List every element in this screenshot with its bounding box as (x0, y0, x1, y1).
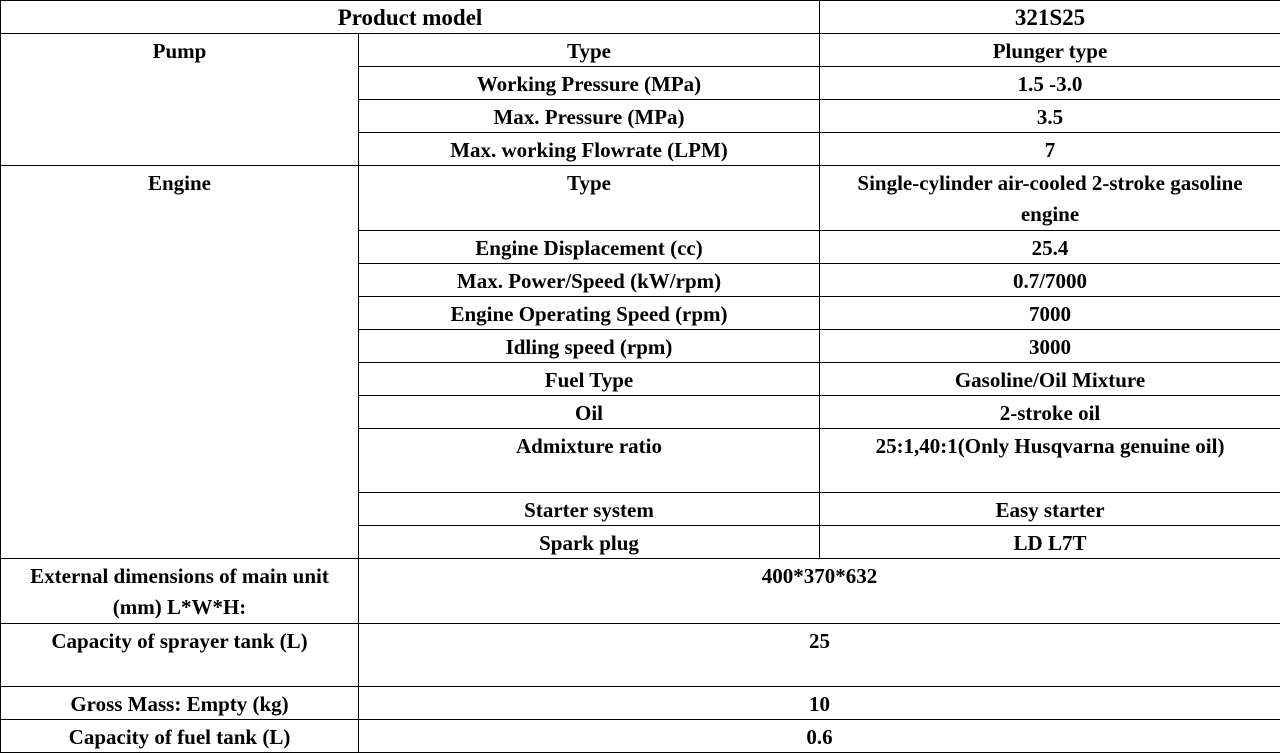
engine-group-label: Engine (1, 166, 359, 559)
spec-label: Engine Displacement (cc) (359, 231, 820, 264)
spec-value: LD L7T (820, 526, 1280, 559)
header-row (1, 1, 1280, 34)
spec-value: 7 (820, 133, 1280, 166)
spec-value: Easy starter (820, 493, 1280, 526)
spec-value: Plunger type (820, 34, 1280, 67)
spec-label: Type (359, 166, 820, 231)
spec-label: Idling speed (rpm) (359, 330, 820, 363)
spec-label: Spark plug (359, 526, 820, 559)
spec-label: Starter system (359, 493, 820, 526)
spec-label: Admixture ratio (359, 429, 820, 493)
spec-label: Engine Operating Speed (rpm) (359, 297, 820, 330)
table-row (1, 720, 1280, 753)
product-model-value: 321S25 (820, 1, 1280, 34)
table-row (1, 624, 1280, 687)
spec-value: Gasoline/Oil Mixture (820, 363, 1280, 396)
spec-label: Max. working Flowrate (LPM) (359, 133, 820, 166)
spec-value: 3000 (820, 330, 1280, 363)
spec-value: 400*370*632 (359, 559, 1280, 624)
spec-label: Max. Pressure (MPa) (359, 100, 820, 133)
spec-label: Fuel Type (359, 363, 820, 396)
spec-value: 1.5 -3.0 (820, 67, 1280, 100)
pump-group-label: Pump (1, 34, 359, 166)
spec-label: Gross Mass: Empty (kg) (1, 687, 359, 720)
spec-label: Capacity of sprayer tank (L) (1, 624, 359, 687)
spec-value: 7000 (820, 297, 1280, 330)
spec-value: 2-stroke oil (820, 396, 1280, 429)
spec-value: 0.7/7000 (820, 264, 1280, 297)
spec-label: External dimensions of main unit (mm) L*W*H: (1, 559, 359, 624)
table-row (1, 687, 1280, 720)
table-row (1, 166, 1280, 231)
spec-value: 25.4 (820, 231, 1280, 264)
spec-label: Max. Power/Speed (kW/rpm) (359, 264, 820, 297)
spec-label: Capacity of fuel tank (L) (1, 720, 359, 753)
table-row (1, 34, 1280, 67)
spec-label: Working Pressure (MPa) (359, 67, 820, 100)
spec-value: 3.5 (820, 100, 1280, 133)
spec-value: 0.6 (359, 720, 1280, 753)
spec-value: Single-cylinder air-cooled 2-stroke gasoline engine (820, 166, 1280, 231)
table-row (1, 559, 1280, 624)
spec-label: Oil (359, 396, 820, 429)
spec-value: 25 (359, 624, 1280, 687)
spec-value: 10 (359, 687, 1280, 720)
spec-value: 25:1,40:1(Only Husqvarna genuine oil) (820, 429, 1280, 493)
product-model-label: Product model (1, 1, 820, 34)
spec-label: Type (359, 34, 820, 67)
